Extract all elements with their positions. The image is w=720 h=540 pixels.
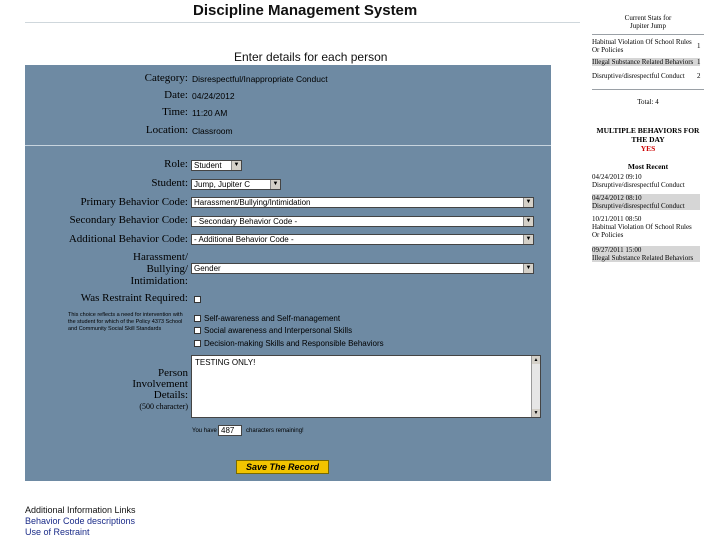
recent-item-what: Disruptive/disrespectful Conduct [592, 202, 685, 210]
restraint-label: Was Restraint Required: [80, 292, 188, 304]
additional-links-title: Additional Information Links [25, 505, 136, 515]
primary-behavior-select[interactable] [191, 197, 534, 208]
sidebar-divider [592, 34, 704, 35]
stat-count: 2 [697, 72, 701, 80]
chevron-down-icon: ▼ [523, 264, 533, 273]
stats-title-line-2: Jupiter Jump [630, 22, 666, 30]
recent-item [592, 215, 700, 239]
most-recent-title: Most Recent [627, 162, 669, 171]
student-select-value: Jump, Jupiter C [194, 180, 251, 189]
stat-count: 1 [697, 42, 701, 50]
role-select-value: Student [194, 161, 222, 170]
location-label: Location: [145, 124, 188, 136]
form-separator [25, 145, 551, 146]
stat-row-illegal-substance [592, 58, 700, 66]
chevron-down-icon: ▼ [523, 217, 533, 226]
stat-label: Disruptive/disrespectful Conduct [592, 72, 685, 80]
recent-item-what: Disruptive/disrespectful Conduct [592, 181, 685, 189]
additional-behavior-select[interactable] [191, 234, 534, 245]
harassment-label-line-2: Bullying/ [146, 263, 188, 275]
additional-behavior-value: - Additional Behavior Code - [194, 235, 294, 244]
sidebar-divider [592, 89, 704, 90]
title-divider [25, 22, 580, 23]
involvement-limit-note: (500 character) [139, 402, 188, 411]
recent-item-when: 04/24/2012 08:10 [592, 194, 642, 202]
student-label: Student: [151, 177, 188, 189]
category-label: Category: [144, 72, 188, 84]
recent-item [592, 246, 700, 262]
involvement-label-line-2: Involvement [132, 378, 188, 390]
multiple-behaviors-title-1: MULTIPLE BEHAVIORS FOR [596, 126, 700, 135]
skill-label-social-awareness: Social awareness and Interpersonal Skills [204, 326, 353, 335]
multiple-behaviors-title-2: THE DAY [631, 135, 665, 144]
skill-checkbox-social-awareness[interactable] [194, 327, 201, 334]
primary-behavior-value: Harassment/Bullying/Intimidation [194, 198, 311, 207]
remaining-prefix: You have [192, 428, 217, 434]
stat-row-disruptive [592, 72, 700, 80]
student-select[interactable] [191, 179, 281, 190]
secondary-behavior-select[interactable] [191, 216, 534, 227]
involvement-details-textarea[interactable] [191, 355, 541, 418]
chevron-down-icon: ▼ [270, 180, 280, 189]
secondary-behavior-label: Secondary Behavior Code: [69, 214, 188, 226]
textarea-scrollbar[interactable] [531, 356, 540, 417]
involvement-details-text: TESTING ONLY! [195, 358, 256, 367]
recent-item-when: 10/21/2011 08:50 [592, 215, 642, 223]
stat-label: Habitual Violation Of School Rules Or Policies [592, 38, 692, 54]
harassment-label-line-3: Intimidation: [130, 275, 188, 287]
harassment-type-select[interactable] [191, 263, 534, 274]
recent-item-when: 09/27/2011 15:00 [592, 246, 642, 254]
involvement-label-line-3: Details: [153, 389, 188, 401]
primary-behavior-label: Primary Behavior Code: [80, 196, 188, 208]
skill-checkbox-decision-making[interactable] [194, 340, 201, 347]
harassment-type-value: Gender [194, 264, 221, 273]
scroll-up-icon[interactable]: ▲ [533, 357, 539, 363]
secondary-behavior-value: - Secondary Behavior Code - [194, 217, 298, 226]
role-label: Role: [164, 158, 188, 170]
role-select[interactable] [191, 160, 242, 171]
stat-count: 1 [697, 58, 701, 66]
recent-item-when: 04/24/2012 09:10 [592, 173, 642, 181]
app-title: Discipline Management System [193, 2, 418, 19]
chevron-down-icon: ▼ [523, 235, 533, 244]
date-value: 04/24/2012 [192, 91, 235, 101]
skill-checkbox-self-awareness[interactable] [194, 315, 201, 322]
use-of-restraint-link[interactable]: Use of Restraint [25, 527, 90, 537]
skills-note: This choice reflects a need for intervention with the student for which of the Policy 4373 School and Community Social Skill Standards [68, 312, 183, 332]
skill-label-self-awareness: Self-awareness and Self-management [204, 314, 341, 323]
scroll-down-icon[interactable]: ▼ [533, 410, 539, 416]
date-label: Date: [164, 89, 188, 101]
time-value: 11:20 AM [192, 108, 228, 118]
location-value: Classroom [192, 126, 233, 136]
form-heading: Enter details for each person [234, 50, 388, 64]
harassment-label-line-1: Harassment/ [133, 251, 188, 263]
skill-label-decision-making: Decision-making Skills and Responsible Behaviors [204, 339, 384, 348]
remaining-count-field: 487 [218, 425, 242, 436]
chevron-down-icon: ▼ [523, 198, 533, 207]
stats-total: Total: 4 [637, 98, 659, 106]
time-label: Time: [162, 106, 188, 118]
recent-item-what: Habitual Violation Of School Rules Or Policies [592, 223, 692, 239]
stat-label: Illegal Substance Related Behaviors [592, 58, 694, 66]
recent-item [592, 173, 700, 189]
category-value: Disrespectful/Inappropriate Conduct [192, 74, 328, 84]
involvement-label-line-1: Person [158, 367, 188, 379]
restraint-checkbox[interactable] [194, 296, 201, 303]
remaining-suffix: characters remaining! [246, 428, 304, 434]
additional-behavior-label: Additional Behavior Code: [68, 233, 188, 245]
behavior-code-descriptions-link[interactable]: Behavior Code descriptions [25, 516, 136, 526]
chevron-down-icon: ▼ [231, 161, 241, 170]
recent-item-what: Illegal Substance Related Behaviors [592, 254, 694, 262]
entry-form-panel [25, 65, 551, 481]
stats-title-line-1: Current Stats for [624, 14, 672, 22]
multiple-behaviors-value: YES [640, 144, 656, 153]
save-record-button[interactable]: Save The Record [236, 460, 329, 474]
recent-item [592, 194, 700, 210]
stat-row-habitual [592, 38, 700, 54]
